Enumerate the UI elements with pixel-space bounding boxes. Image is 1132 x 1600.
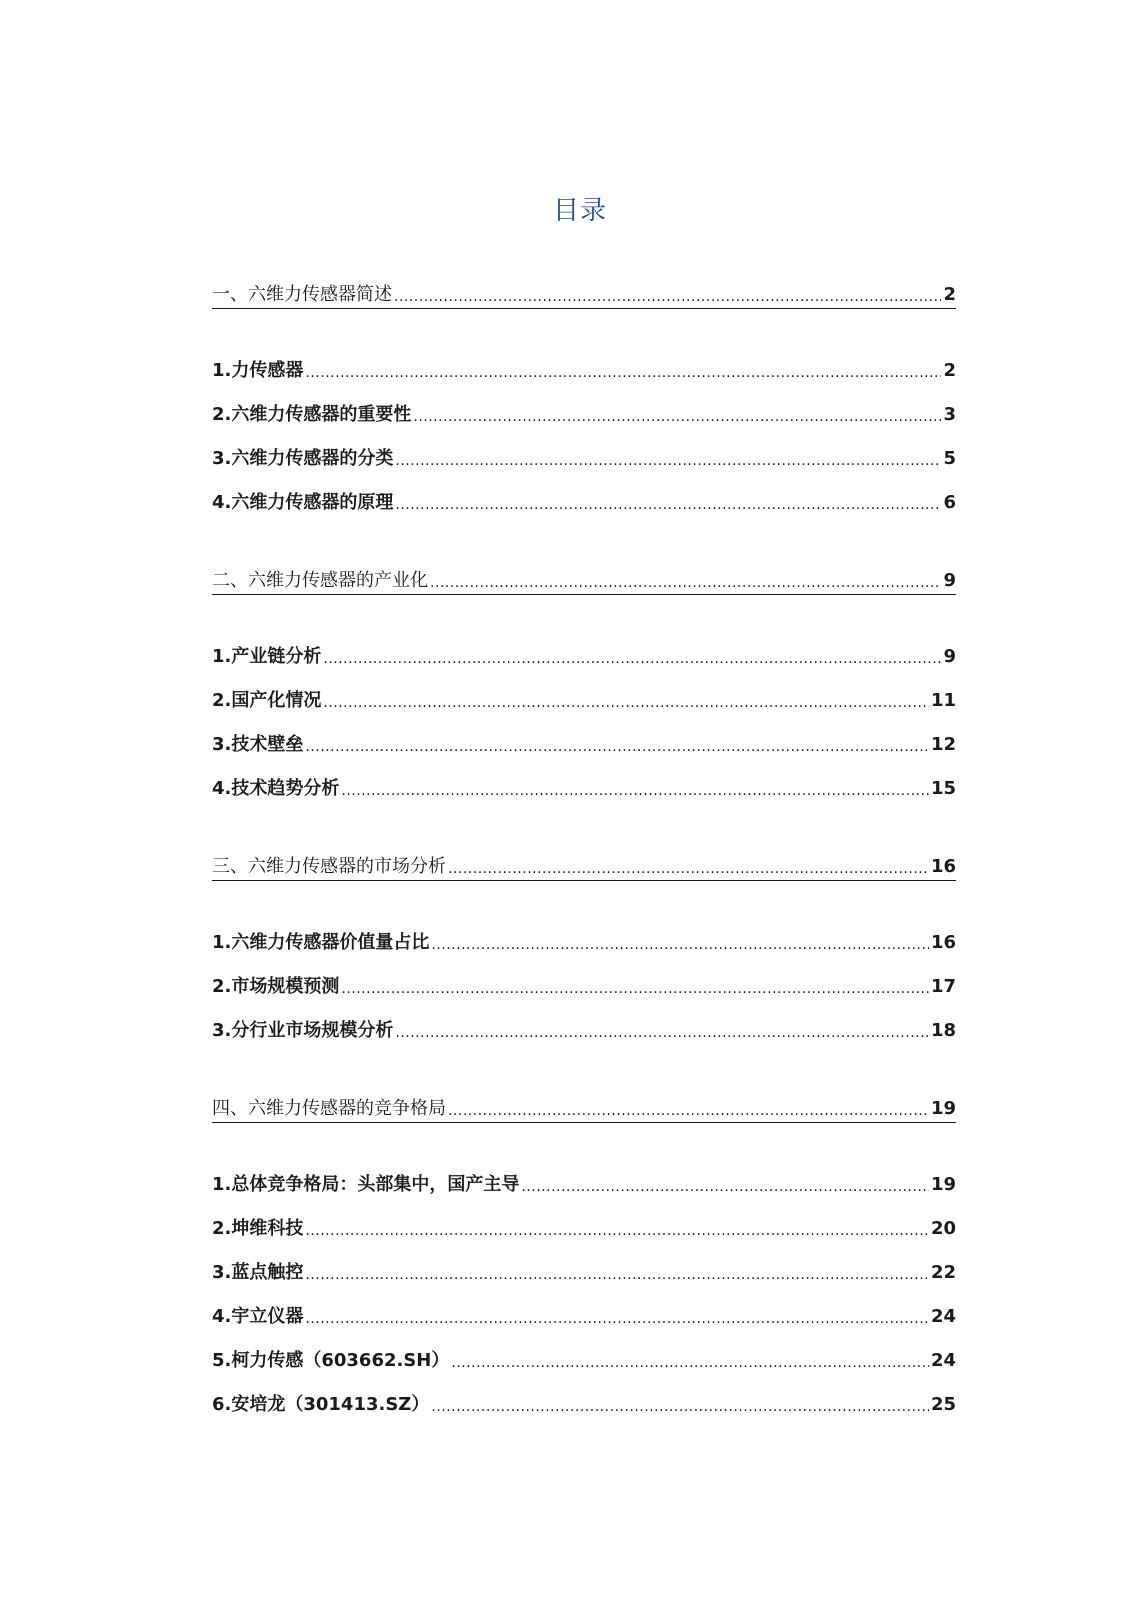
dot-leader: [448, 860, 929, 878]
toc-entry-page: 19: [930, 1098, 956, 1119]
toc-entry-page: 25: [930, 1394, 956, 1415]
toc-entry-page: 11: [930, 690, 956, 711]
dot-leader: [341, 782, 929, 800]
toc-entry-label: 二、六维力传感器的产业化: [212, 570, 428, 591]
toc-entry-label: 4.宇立仪器: [212, 1306, 304, 1327]
dot-leader: [394, 288, 941, 306]
dot-leader: [323, 650, 941, 668]
dot-leader: [305, 1222, 929, 1240]
toc-entry-label: 2.市场规模预测: [212, 976, 340, 997]
toc-entry-4-3[interactable]: [212, 1256, 956, 1284]
toc-entry-label: 6.安培龙（301413.SZ）: [212, 1394, 430, 1415]
dot-leader: [451, 1354, 929, 1372]
toc-entry-4-6[interactable]: [212, 1388, 956, 1416]
toc-entry-label: 1.六维力传感器价值量占比: [212, 932, 430, 953]
toc-entry-page: 18: [930, 1020, 956, 1041]
toc-entry-page: 19: [930, 1174, 956, 1195]
toc-entry-page: 6: [943, 492, 956, 513]
toc-entry-label: 5.柯力传感（603662.SH）: [212, 1350, 450, 1371]
dot-leader: [305, 1266, 929, 1284]
toc-entry-page: 9: [943, 646, 956, 667]
dot-leader: [430, 574, 941, 592]
toc-entry-1-2[interactable]: [212, 398, 956, 426]
toc-entry-1-4[interactable]: [212, 486, 956, 514]
toc-entry-4-4[interactable]: [212, 1300, 956, 1328]
dot-leader: [395, 496, 941, 514]
toc-entry-page: 12: [930, 734, 956, 755]
toc-entry-page: 24: [930, 1350, 956, 1371]
toc-entry-page: 9: [943, 570, 956, 591]
toc-entry-label: 四、六维力传感器的竞争格局: [212, 1098, 446, 1119]
toc-entry-2-1[interactable]: [212, 640, 956, 668]
dot-leader: [448, 1102, 929, 1120]
toc-entry-label: 1.力传感器: [212, 360, 304, 381]
toc-entry-2-4[interactable]: [212, 772, 956, 800]
toc-entry-2-2[interactable]: [212, 684, 956, 712]
toc-entry-page: 20: [930, 1218, 956, 1239]
toc-entry-label: 1.总体竞争格局：头部集中，国产主导: [212, 1174, 520, 1195]
dot-leader: [305, 364, 941, 382]
dot-leader: [395, 452, 941, 470]
toc-entry-label: 3.蓝点触控: [212, 1262, 304, 1283]
toc-entry-3-2[interactable]: [212, 970, 956, 998]
dot-leader: [305, 738, 929, 756]
toc-entry-page: 22: [930, 1262, 956, 1283]
toc-entry-label: 2.六维力传感器的重要性: [212, 404, 412, 425]
dot-leader: [521, 1178, 929, 1196]
toc-entry-4-1[interactable]: [212, 1168, 956, 1196]
toc-entry-page: 5: [943, 448, 956, 469]
toc-entry-page: 2: [943, 284, 956, 305]
toc-entry-4-2[interactable]: [212, 1212, 956, 1240]
toc-entry-section-2[interactable]: [212, 564, 956, 595]
toc-entry-page: 16: [930, 856, 956, 877]
toc-title: 目录: [552, 196, 607, 226]
toc-entry-1-1[interactable]: [212, 354, 956, 382]
toc-entry-page: 17: [930, 976, 956, 997]
toc-entry-section-4[interactable]: [212, 1092, 956, 1123]
dot-leader: [395, 1024, 929, 1042]
toc-entry-label: 三、六维力传感器的市场分析: [212, 856, 446, 877]
toc-entry-section-3[interactable]: [212, 850, 956, 881]
dot-leader: [413, 408, 941, 426]
dot-leader: [323, 694, 929, 712]
toc-entry-label: 2.坤维科技: [212, 1218, 304, 1239]
toc-entry-label: 2.国产化情况: [212, 690, 322, 711]
toc-entry-label: 3.六维力传感器的分类: [212, 448, 394, 469]
toc-entry-4-5[interactable]: [212, 1344, 956, 1372]
toc-entry-page: 24: [930, 1306, 956, 1327]
toc-entry-3-3[interactable]: [212, 1014, 956, 1042]
toc-entry-label: 4.技术趋势分析: [212, 778, 340, 799]
toc-entry-label: 一、六维力传感器简述: [212, 284, 392, 305]
toc-entry-label: 4.六维力传感器的原理: [212, 492, 394, 513]
toc-entry-label: 1.产业链分析: [212, 646, 322, 667]
toc-entry-page: 3: [943, 404, 956, 425]
toc-entry-section-1[interactable]: [212, 278, 956, 309]
toc-entry-page: 16: [930, 932, 956, 953]
toc-entry-3-1[interactable]: [212, 926, 956, 954]
dot-leader: [305, 1310, 929, 1328]
toc-entry-1-3[interactable]: [212, 442, 956, 470]
toc-entry-page: 2: [943, 360, 956, 381]
dot-leader: [431, 1398, 929, 1416]
toc-entry-2-3[interactable]: [212, 728, 956, 756]
toc-entry-label: 3.技术壁垒: [212, 734, 304, 755]
toc-entry-page: 15: [930, 778, 956, 799]
toc-entry-label: 3.分行业市场规模分析: [212, 1020, 394, 1041]
dot-leader: [341, 980, 929, 998]
dot-leader: [431, 936, 929, 954]
